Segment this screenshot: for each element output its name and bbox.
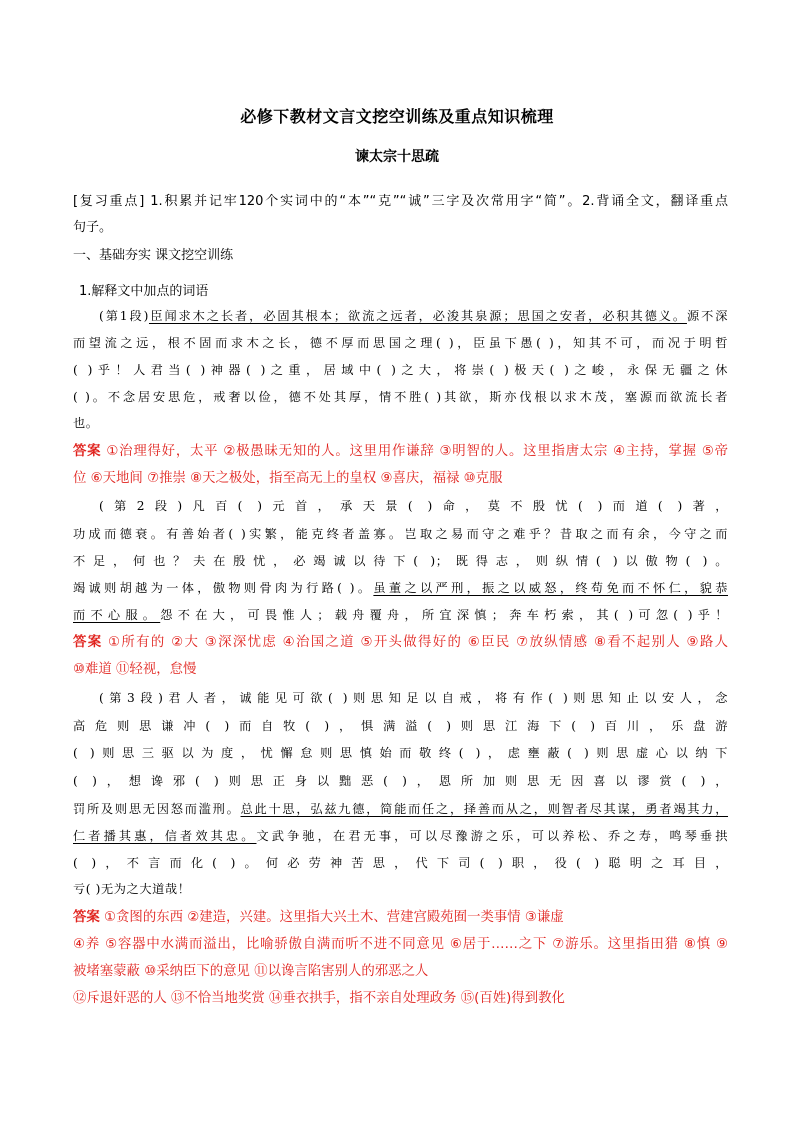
para3-line-3: ( )则思三驱以为度，忧懈怠则思慎始而敬终( )，虑壅蔽( )则思虚心以纳下 xyxy=(73,746,728,760)
para3-line-7: ( )，不言而化( )。何必劳神苦思，代下司( )职，役( )聪明之耳目， xyxy=(73,856,728,870)
para2-line-5 xyxy=(73,602,728,628)
para3-l5-underlined: 总此十思，弘兹九德，简能而任之，择善而从之，则智者尽其谋，勇者竭其力， xyxy=(240,802,729,816)
para2-line-3: 不足，何也？夫在殷忧，必竭诚以待下( )；既得志，则纵情( )以傲物( )。 xyxy=(73,554,728,568)
answer2-text: ①所有的 ②大 ③深深忧虑 ④治国之道 ⑤开头做得好的 ⑥臣民 ⑦放纵情感 ⑧看不起别人 ⑨路人 xyxy=(102,635,728,650)
answer3-line-1 xyxy=(73,905,728,931)
answer3-line-4: ⑫斥退奸恶的人 ⑬不恰当地奖赏 ⑭垂衣拱手，指不亲自处理政务 ⑮(百姓)得到教化 xyxy=(73,991,565,1006)
answer1-text: ①治理得好，太平 ②极愚昧无知的人。这里用作谦辞 ③明智的人。这里指唐太宗 ④主持，掌握 ⑤帝 xyxy=(101,444,728,459)
answer-label: 答案 xyxy=(73,635,103,650)
review-focus-line-1: [复习重点] 1.积累并记牢120个实词中的“本”“克”“诚”三字及次常用字“简”。2.背诵全文，翻译重点 xyxy=(73,194,728,209)
para1-line-1 xyxy=(99,303,728,329)
para3-line-1: (第3段)君人者，诚能见可欲( )则思知足以自戒，将有作( )则思知止以安人，念 xyxy=(99,691,728,705)
para3-l5-text: 罚所及则思无因怒而滥刑。 xyxy=(73,802,241,816)
para2-line-1: (第2段)凡百( )元首，承天景( )命，莫不殷忧( )而道( )著， xyxy=(99,499,728,513)
task-heading: 1.解释文中加点的词语 xyxy=(79,284,209,299)
para3-line-8: 亏( )无为之大道哉！ xyxy=(73,882,191,896)
answer3-line-2: ④养 ⑤容器中水满而溢出，比喻骄傲自满而听不进不同意见 ⑥居于……之下 ⑦游乐。这里指田猎 ⑧慎 ⑨ xyxy=(73,937,728,952)
answer3-line-3: 被堵塞蒙蔽 ⑩采纳臣下的意见 ⑪以谗言陷害别人的邪恶之人 xyxy=(73,964,429,979)
review-focus-line-2: 句子。 xyxy=(73,220,113,235)
para3-line-5 xyxy=(73,796,728,822)
answer3-text: ①贪图的东西 ②建造，兴建。这里指大兴土木、营建宫殿苑囿一类事情 ③谦虚 xyxy=(99,910,564,925)
para1-tail: 源不深 xyxy=(686,309,728,323)
para3-line-2: 高危则思谦冲( )而自牧( )，惧满溢( )则思江海下( )百川，乐盘游 xyxy=(73,719,728,733)
document-subtitle: 谏太宗十思疏 xyxy=(355,149,439,165)
para1-underlined: 臣闻求木之长者，必固其根本；欲流之远者，必浚其泉源；思国之安者，必积其德义。 xyxy=(148,309,687,323)
para1-line-2: 而望流之远，根不固而求木之长，德不厚而思国之理( )，臣虽下愚( )，知其不可，而况于明哲 xyxy=(73,336,728,350)
document-title: 必修下教材文言文挖空训练及重点知识梳理 xyxy=(240,107,554,126)
answer-label: 答案 xyxy=(73,910,100,925)
answer2-line-2: ⑩难道 ⑪轻视，怠慢 xyxy=(73,662,197,677)
para2-l5-underlined: 而不心服。 xyxy=(73,608,161,622)
answer-label: 答案 xyxy=(73,444,102,459)
answer1-line-2: 位 ⑥天地间 ⑦推崇 ⑧天之极处，指至高无上的皇权 ⑨喜庆，福禄 ⑩克服 xyxy=(73,471,503,486)
para3-l6-text: 文武争驰，在君无事，可以尽豫游之乐，可以养松、乔之寿，鸣琴垂拱 xyxy=(256,829,729,843)
para1-head: (第1段) xyxy=(99,309,149,323)
para3-line-4: ( )，想谗邪( )则思正身以黜恶( )，恩所加则思无因喜以谬赏( )， xyxy=(73,774,728,788)
para1-line-4: ( )。不念居安思危，戒奢以俭，德不处其厚，情不胜( )其欲，斯亦伐根以求木茂，塞源而欲流长者 xyxy=(73,390,728,404)
answer1-line-1 xyxy=(73,439,728,465)
answer2-line-1 xyxy=(73,630,728,656)
para2-l4-underlined: 虽董之以严刑，振之以威怒，终苟免而不怀仁，貌恭 xyxy=(373,581,728,595)
para3-l6-underlined: 仁者播其惠，信者效其忠。 xyxy=(73,829,257,843)
para1-line-5: 也。 xyxy=(73,416,99,430)
para3-line-6 xyxy=(73,823,728,849)
para2-line-4 xyxy=(73,575,728,601)
para2-l4-text: 竭诚则胡越为一体，傲物则骨肉为行路( )。 xyxy=(73,581,374,595)
para2-line-2: 功成而德衰。有善始者( )实繁，能克终者盖寡。岂取之易而守之难乎？昔取之而有余，今守之而 xyxy=(73,527,728,541)
para2-l5-text: 怨不在大，可畏惟人；载舟覆舟，所宜深慎；奔车朽索，其( )可忽( )乎！ xyxy=(160,608,729,622)
section-heading: 一、基础夯实 课文挖空训练 xyxy=(73,248,234,263)
para1-line-3: ( )乎！人君当( )神器( )之重，居域中( )之大，将崇( )极天( )之峻，永保无疆之休 xyxy=(73,363,728,377)
